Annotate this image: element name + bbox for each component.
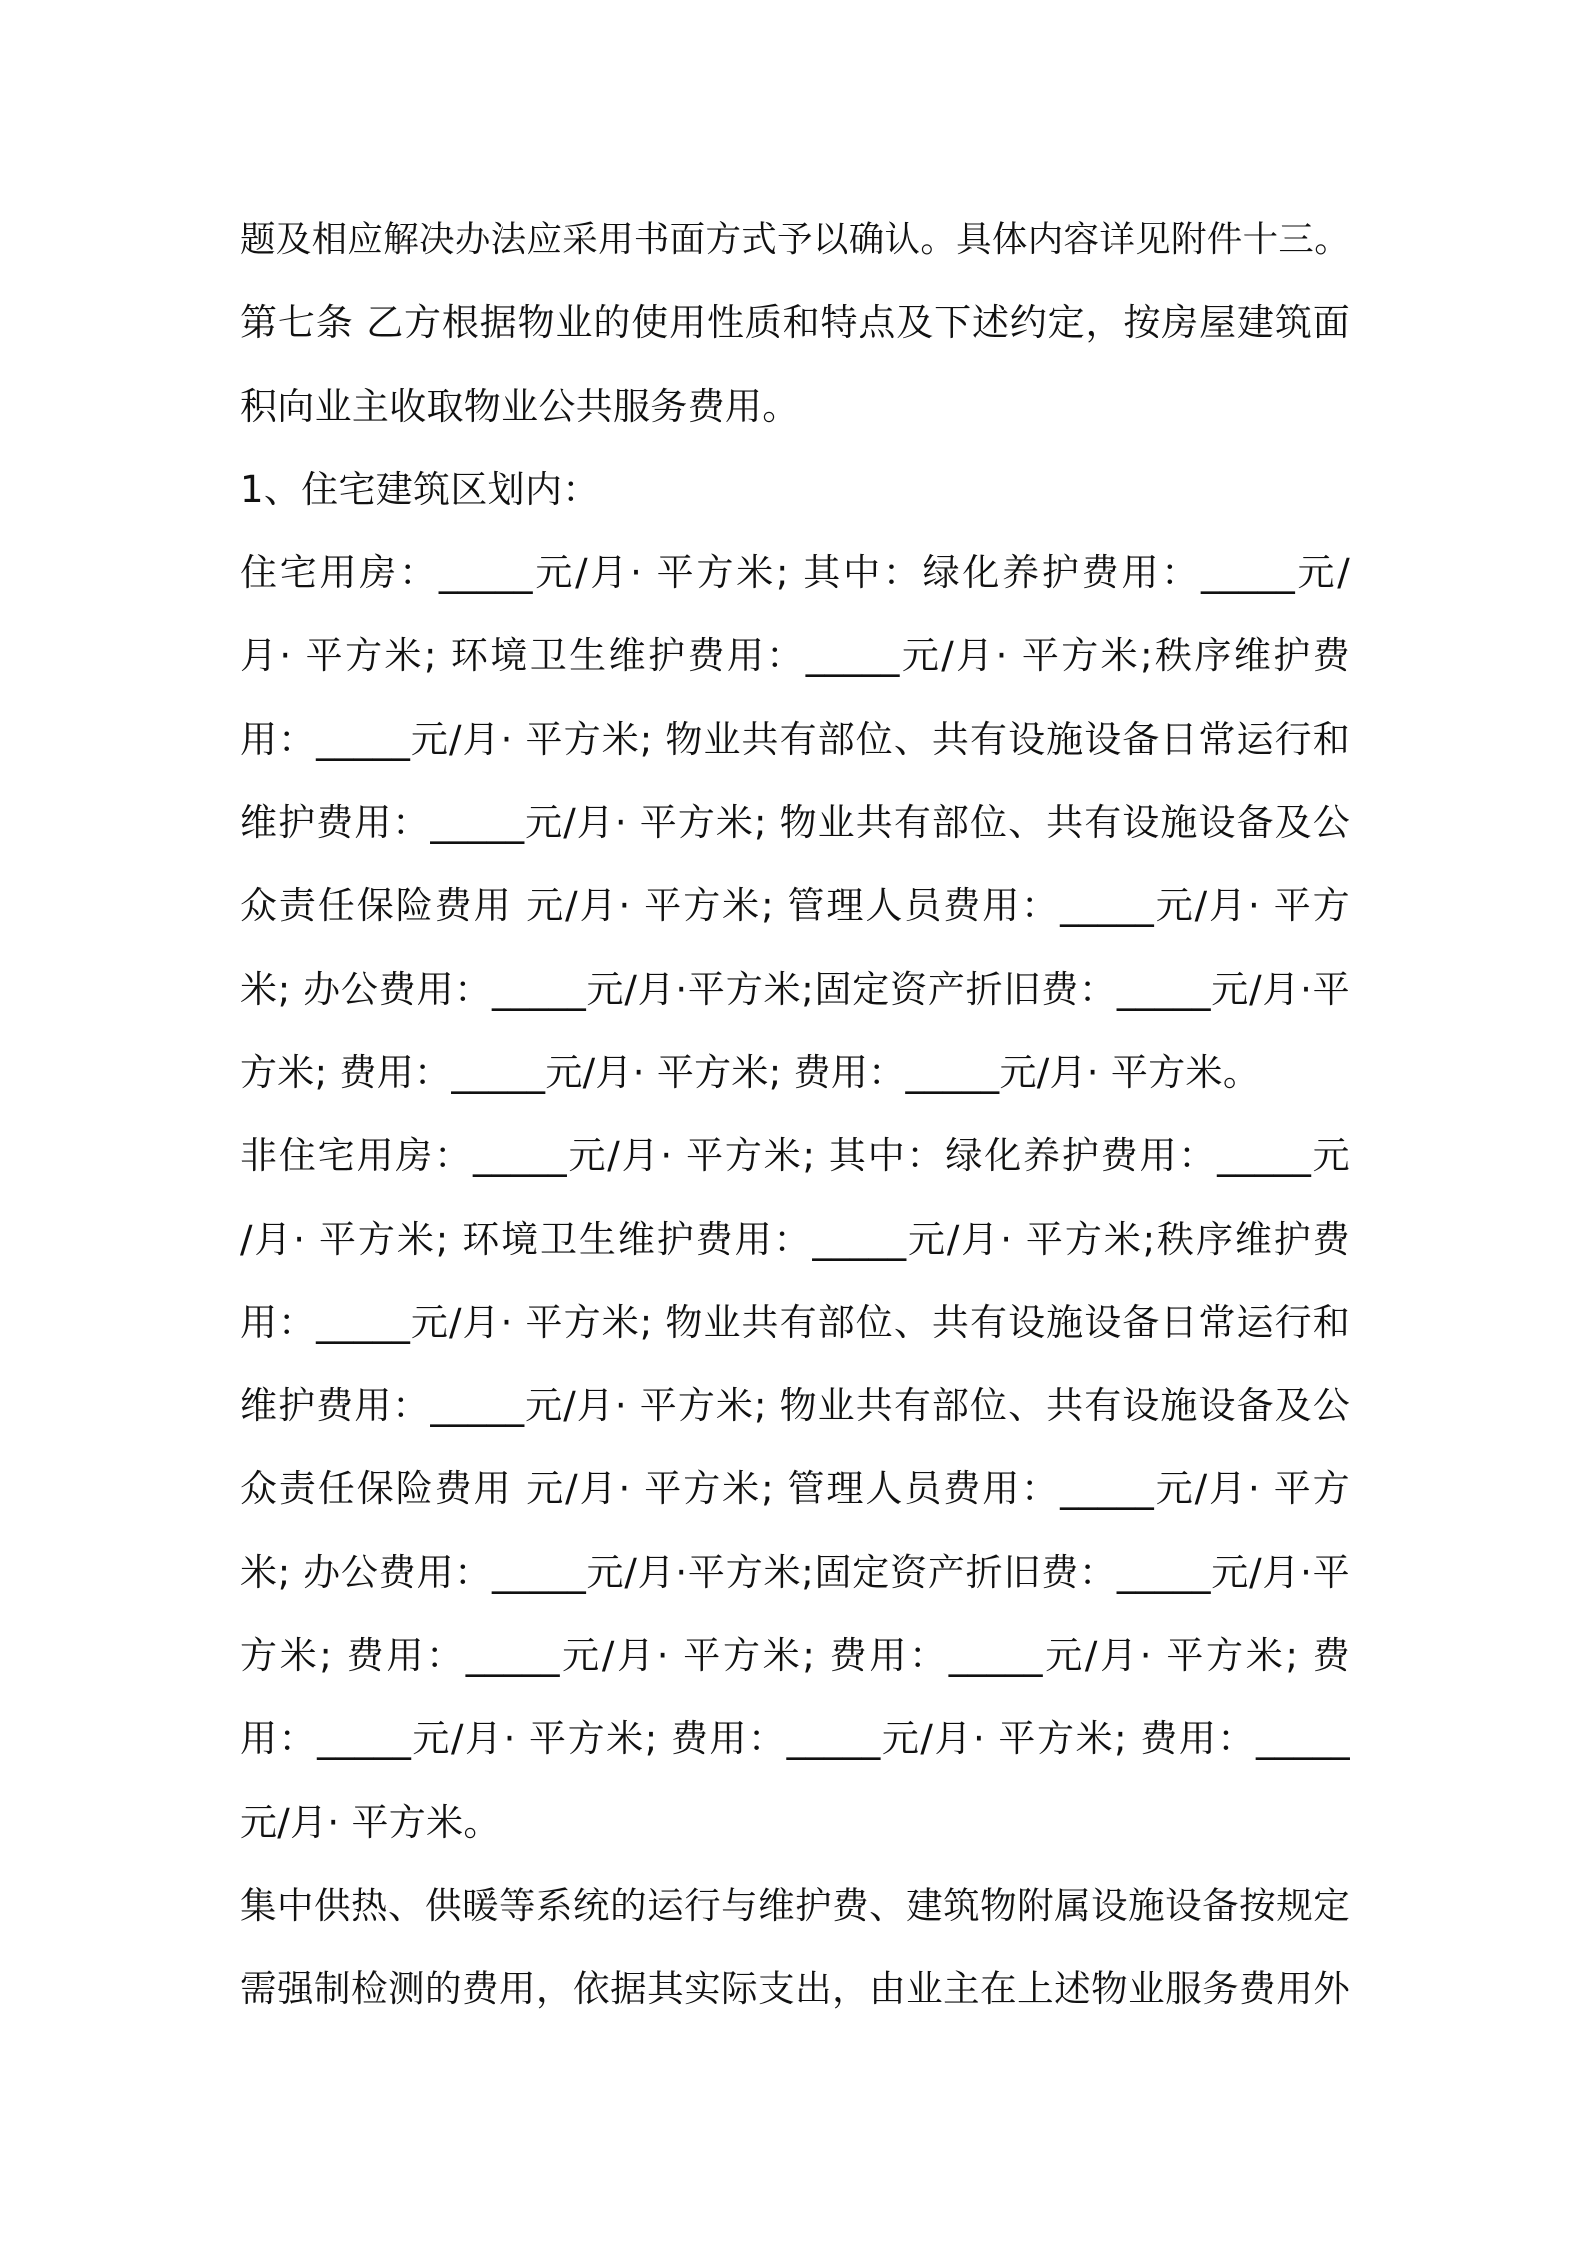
document-body bbox=[240, 198, 1350, 2031]
non-residential-fee-line: /月· 平方米; 环境卫生维护费用：_____元/月· 平方米;秩序维护费 bbox=[240, 1217, 1350, 1261]
non-residential-fee-line: 用：_____元/月· 平方米; 费用：_____元/月· 平方米; 费用：_____ bbox=[240, 1717, 1350, 1761]
residential-fee-line: 维护费用：_____元/月· 平方米; 物业共有部位、共有设施设备及公 bbox=[240, 801, 1350, 845]
residential-fee-line: 住宅用房：_____元/月· 平方米; 其中：绿化养护费用：_____元/ bbox=[240, 551, 1350, 595]
non-residential-fee-line: 方米; 费用：_____元/月· 平方米; 费用：_____元/月· 平方米; 费 bbox=[240, 1634, 1350, 1678]
heating-fee-line: 需强制检测的费用，依据其实际支出，由业主在上述物业服务费用外 bbox=[240, 1967, 1350, 2011]
text-line: 题及相应解决办法应采用书面方式予以确认。具体内容详见附件十三。 bbox=[240, 219, 1350, 260]
non-residential-fee-line: 非住宅用房：_____元/月· 平方米; 其中：绿化养护费用：_____元 bbox=[240, 1134, 1350, 1178]
heating-fee-line: 集中供热、供暖等系统的运行与维护费、建筑物附属设施设备按规定 bbox=[240, 1883, 1350, 1927]
section-residential-heading: 1、住宅建筑区划内： bbox=[240, 467, 600, 511]
non-residential-fee-line: 用：_____元/月· 平方米; 物业共有部位、共有设施设备日常运行和 bbox=[240, 1300, 1350, 1344]
non-residential-fee-line: 元/月· 平方米。 bbox=[240, 1800, 501, 1844]
non-residential-fee-line: 众责任保险费用 元/月· 平方米; 管理人员费用：_____元/月· 平方 bbox=[240, 1467, 1350, 1511]
text-line: 积向业主收取物业公共服务费用。 bbox=[240, 384, 800, 428]
residential-fee-line: 众责任保险费用 元/月· 平方米; 管理人员费用：_____元/月· 平方 bbox=[240, 884, 1350, 928]
residential-fee-line: 用：_____元/月· 平方米; 物业共有部位、共有设施设备日常运行和 bbox=[240, 717, 1350, 761]
article-seven-line: 第七条 乙方根据物业的使用性质和特点及下述约定，按房屋建筑面 bbox=[240, 301, 1350, 345]
residential-fee-line: 月· 平方米; 环境卫生维护费用：_____元/月· 平方米;秩序维护费 bbox=[240, 634, 1350, 678]
residential-fee-line: 方米; 费用：_____元/月· 平方米; 费用：_____元/月· 平方米。 bbox=[240, 1050, 1261, 1094]
non-residential-fee-line: 维护费用：_____元/月· 平方米; 物业共有部位、共有设施设备及公 bbox=[240, 1384, 1350, 1428]
non-residential-fee-line: 米; 办公费用：_____元/月·平方米;固定资产折旧费：_____元/月·平 bbox=[240, 1550, 1350, 1594]
residential-fee-line: 米; 办公费用：_____元/月·平方米;固定资产折旧费：_____元/月·平 bbox=[240, 967, 1350, 1011]
